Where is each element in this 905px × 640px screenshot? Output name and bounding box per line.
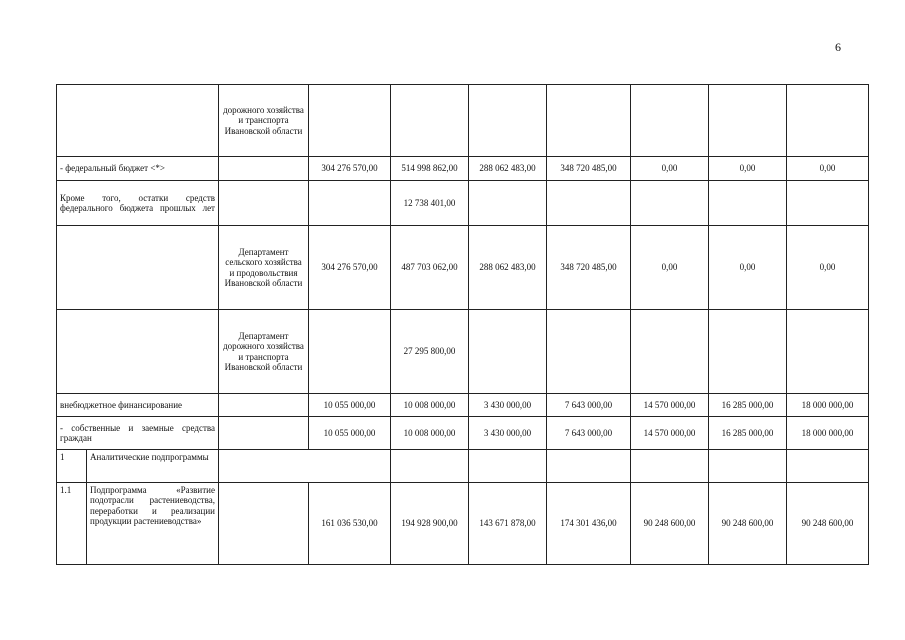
value-cell: 487 703 062,00 [391, 226, 469, 310]
value-cell: 0,00 [787, 226, 869, 310]
row-name: Аналитические подпрограммы [87, 450, 219, 483]
value-cell: 174 301 436,00 [547, 483, 631, 565]
table-row [57, 310, 869, 394]
table-row [57, 483, 869, 565]
value-cell: 14 570 000,00 [631, 417, 709, 450]
value-cell: 7 643 000,00 [547, 417, 631, 450]
row-number: 1 [57, 450, 87, 483]
value-cell: 27 295 800,00 [391, 310, 469, 394]
value-cell: 0,00 [631, 157, 709, 181]
value-cell: 3 430 000,00 [469, 394, 547, 417]
value-cell: 10 008 000,00 [391, 394, 469, 417]
value-cell: 0,00 [709, 226, 787, 310]
budget-table [56, 84, 869, 565]
value-cell: 288 062 483,00 [469, 157, 547, 181]
row-name: внебюджетное финансирование [57, 394, 219, 417]
row-number: 1.1 [57, 483, 87, 565]
value-cell: 161 036 530,00 [309, 483, 391, 565]
row-name: - собственные и заемные средства граждан [57, 417, 219, 450]
page-number: 6 [835, 40, 841, 54]
table-row [57, 226, 869, 310]
executor-cell: Департамент сельского хозяйства и продовольствия Ивановской области [219, 226, 309, 310]
value-cell: 0,00 [631, 226, 709, 310]
value-cell: 16 285 000,00 [709, 394, 787, 417]
value-cell: 304 276 570,00 [309, 157, 391, 181]
value-cell: 12 738 401,00 [391, 181, 469, 226]
executor-cell: дорожного хозяйства и транспорта Ивановской области [219, 85, 309, 157]
table-row [57, 181, 869, 226]
value-cell: 90 248 600,00 [631, 483, 709, 565]
value-cell: 16 285 000,00 [709, 417, 787, 450]
value-cell: 0,00 [787, 157, 869, 181]
value-cell: 3 430 000,00 [469, 417, 547, 450]
table-row [57, 417, 869, 450]
value-cell: 0,00 [709, 157, 787, 181]
value-cell: 18 000 000,00 [787, 417, 869, 450]
table-row [57, 85, 869, 157]
table-row [57, 394, 869, 417]
value-cell: 10 055 000,00 [309, 417, 391, 450]
value-cell: 90 248 600,00 [709, 483, 787, 565]
row-name: Подпрограмма «Развитие подотрасли растениеводства, переработки и реализации продукции растениеводства» [87, 483, 219, 565]
value-cell: 14 570 000,00 [631, 394, 709, 417]
value-cell: 348 720 485,00 [547, 226, 631, 310]
value-cell: 194 928 900,00 [391, 483, 469, 565]
value-cell: 10 055 000,00 [309, 394, 391, 417]
value-cell: 288 062 483,00 [469, 226, 547, 310]
value-cell: 7 643 000,00 [547, 394, 631, 417]
value-cell: 348 720 485,00 [547, 157, 631, 181]
executor-cell: Департамент дорожного хозяйства и транспорта Ивановской области [219, 310, 309, 394]
value-cell: 90 248 600,00 [787, 483, 869, 565]
value-cell: 514 998 862,00 [391, 157, 469, 181]
value-cell: 304 276 570,00 [309, 226, 391, 310]
value-cell: 143 671 878,00 [469, 483, 547, 565]
table-row [57, 157, 869, 181]
table-row [57, 450, 869, 483]
row-name: Кроме того, остатки средств федерального бюджета прошлых лет [57, 181, 219, 226]
value-cell: 18 000 000,00 [787, 394, 869, 417]
row-name: - федеральный бюджет <*> [57, 157, 219, 181]
value-cell: 10 008 000,00 [391, 417, 469, 450]
